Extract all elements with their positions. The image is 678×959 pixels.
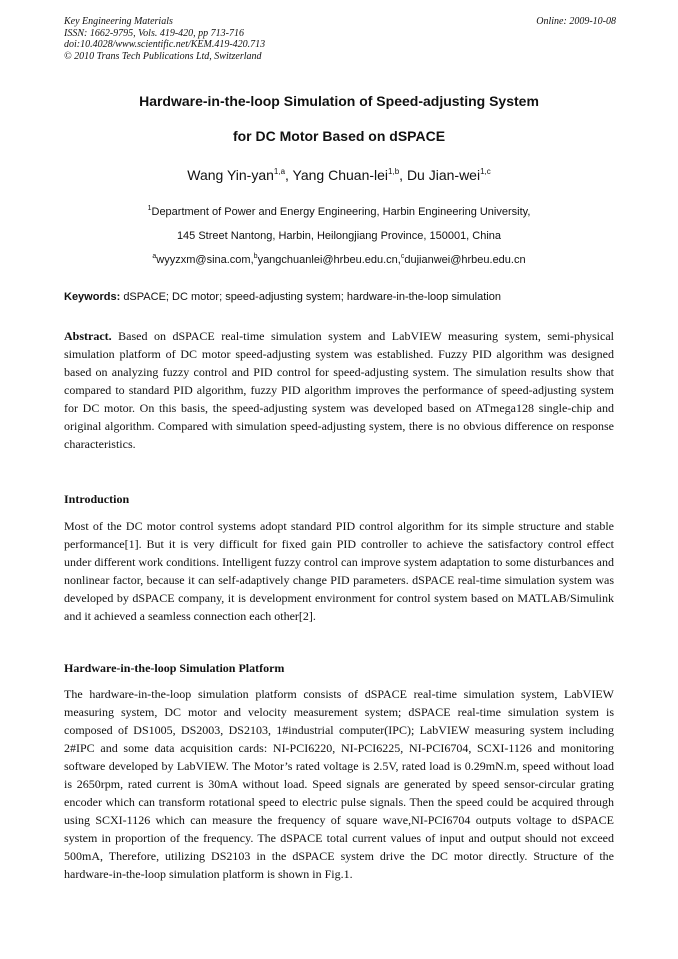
email-address: yangchuanlei@hrbeu.edu.cn, xyxy=(257,254,401,266)
paper-title-line-1: Hardware-in-the-loop Simulation of Speed-adjusting System xyxy=(139,93,539,109)
keywords-label: Keywords: xyxy=(64,291,121,303)
hil-platform-paragraph: The hardware-in-the-loop simulation platform consists of dSPACE real-time simulation system, LabVIEW measuring system, DC motor and velocity measurement system; dSPACE real-time simulation system is composed of DS1005, DS2003, DS2103, 1#industrial computer(IPC); LabVIEW measuring system including 2#IPC and some data acquisition cards: NI-PCI6220, NI-PCI6225, NI-PCI6704, SCXI-1126 and monitoring software developed by LabVIEW. The Motor’s rated voltage is 2.5V, rated load is 0.29mN.m, speed without load is 2650rpm, rated current is 30mA without load. Speed signals are generated by speed sensor-circular grating encoder which can transform rotational speed to electric pulse signals. Then the speed could be acquired through using SCXI-1126 which can measure the frequency of square wave,NI-PCI6704 outputs voltage to dSPACE system in proportion of the frequency. The dSPACE total current values of input and output should not exceed 500mA, Therefore, utilizing DS2103 in the dSPACE system drive the DC motor directly. Structure of the hardware-in-the-loop simulation platform is shown in Fig.1. xyxy=(64,687,614,881)
affiliation-line-2: 145 Street Nantong, Harbin, Heilongjiang Province, 150001, China xyxy=(176,230,502,242)
author-sup: 1,a xyxy=(273,167,286,176)
affiliation-line-1 xyxy=(0,205,678,218)
abstract-text: Based on dSPACE real-time simulation system and LabVIEW measuring system, semi-physical simulation platform of DC motor speed-adjusting system was established. Fuzzy PID algorithm was designed based on analyzing fuzzy control and PID control for speed-adjusting system. The simulation results show that compared to standard PID algorithm, fuzzy PID algorithm improves the performance of speed-adjusting system for DC motor. On this basis, the speed-adjusting system was developed based on ATmega128 single-chip and original algorithm. Compared with simulation speed-adjusting system, there is no obvious difference on response characteristics. xyxy=(64,329,615,451)
hil-platform-heading: Hardware-in-the-loop Simulation Platform xyxy=(64,661,285,675)
author-separator: , xyxy=(399,167,407,183)
author-separator: , xyxy=(285,167,293,183)
online-date: Online: 2009-10-08 xyxy=(536,16,616,27)
paper-title-line-2: for DC Motor Based on dSPACE xyxy=(232,128,446,144)
abstract xyxy=(64,327,614,453)
keywords-text: dSPACE; DC motor; speed-adjusting system; hardware-in-the-loop simulation xyxy=(123,291,501,303)
email-sup: a xyxy=(152,253,157,260)
email-sup: b xyxy=(253,253,258,260)
abstract-label: Abstract. xyxy=(64,329,112,343)
author-sup: 1,b xyxy=(388,167,400,176)
journal-name: Key Engineering Materials xyxy=(64,16,173,27)
author-name: Wang Yin-yan xyxy=(187,167,274,183)
author-emails xyxy=(0,253,678,266)
author-name: Du Jian-wei xyxy=(406,167,481,183)
author-list xyxy=(0,167,678,183)
email-address: dujianwei@hrbeu.edu.cn xyxy=(404,254,526,266)
author-sup: 1,c xyxy=(480,167,491,176)
email-sup: c xyxy=(400,253,405,260)
journal-header xyxy=(64,16,616,62)
journal-copyright: © 2010 Trans Tech Publications Ltd, Switzerland xyxy=(64,50,262,62)
journal-doi: doi:10.4028/www.scientific.net/KEM.419-420.713 xyxy=(64,39,266,50)
journal-issn: ISSN: 1662-9795, Vols. 419-420, pp 713-716 xyxy=(64,27,244,39)
introduction-paragraph: Most of the DC motor control systems adopt standard PID control algorithm for its simple structure and stable performance[1]. But it is very difficult for fixed gain PID controller to achieve the satisfactory control effect under different work conditions. Intelligent fuzzy control can improve system adaptation to some disturbances and nonlinear factor, because it can self-adaptively change PID parameters. dSPACE real-time simulation system was developed by dSPACE company, it is development environment for control system based on MATLAB/Simulink and it achieved a seamless connection each other[2]. xyxy=(64,519,614,623)
affiliation-department: Department of Power and Energy Engineering, Harbin Engineering University, xyxy=(151,206,531,218)
email-address: wyyzxm@sina.com, xyxy=(156,254,254,266)
affiliation-sup: 1 xyxy=(147,205,152,212)
keywords xyxy=(64,291,616,303)
author-name: Yang Chuan-lei xyxy=(292,167,389,183)
introduction-heading: Introduction xyxy=(64,492,130,506)
